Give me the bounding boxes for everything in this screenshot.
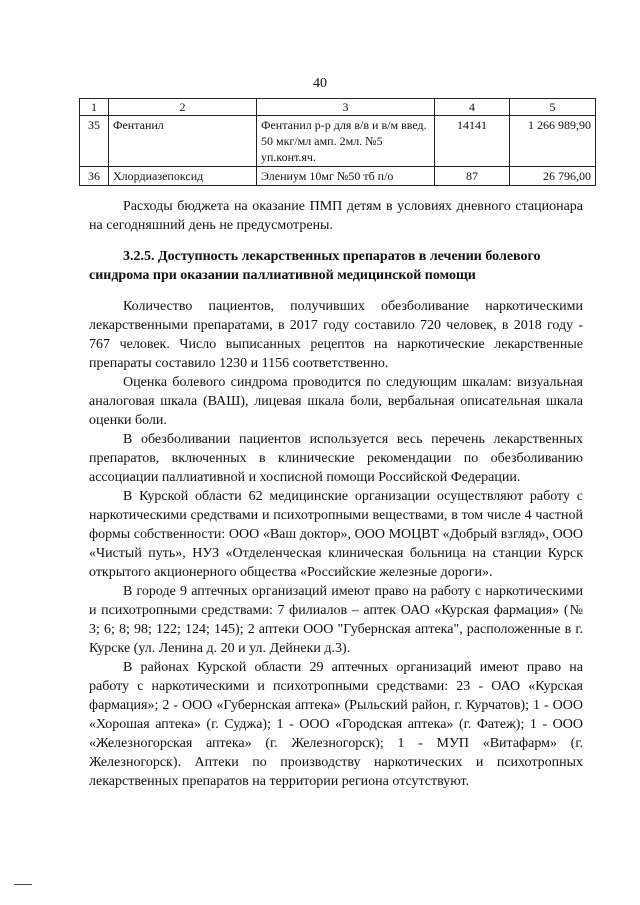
- paragraph-district-pharmacies: В районах Курской области 29 аптечных организаций имеют право на работу с наркотическими и психотропными средствами: 23 - ОАО «Курская фармация»; 2 - ООО «Губернская аптека» (Рыльский район, г. Курчатов); 1 - ООО «Хорошая аптека» (г. Суджа); 1 - ООО «Городская аптека» (г. Фатеж); 1 - ООО «Железногорская аптека» (г. Железногорск); 1 - МУП «Витафарм» (г. Железногорск). Аптеки по производству наркотических и психотропных лекарственных препаратов на территории региона отсутствуют.: [89, 660, 583, 789]
- header-cell: 5: [510, 99, 596, 116]
- header-cell: 2: [109, 99, 257, 116]
- body-text: [89, 297, 583, 791]
- header-cell: 1: [80, 99, 109, 116]
- budget-paragraph: Расходы бюджета на оказание ПМП детям в условиях дневного стационара на сегодняшний день не предусмотрены.: [89, 199, 583, 233]
- page-number: 40: [313, 76, 327, 91]
- paragraph-pain-scales: Оценка болевого синдрома проводится по следующим шкалам: визуальная аналоговая шкала (ВАШ), лицевая шкала боли, вербальная описательная шкала оценки боли.: [89, 375, 583, 428]
- drug-sum: 1 266 989,90: [510, 116, 596, 167]
- paragraph-city-pharmacies: В городе 9 аптечных организаций имеют право на работу с наркотическими и психотропными средствами: 7 филиалов – аптек ОАО «Курская фармация» (№ 3; 6; 8; 98; 122; 124; 145); 2 аптеки ООО "Губернская аптека", расположенные в г. Курске (ул. Ленина д. 20 и ул. Дейнеки д.3).: [89, 584, 583, 656]
- drug-form: Фентанил р-р для в/в и в/м введ. 50 мкг/мл амп. 2мл. №5 уп.конт.яч.: [257, 116, 435, 167]
- budget-paragraph-block: [89, 197, 583, 235]
- drug-form: Элениум 10мг №50 тб п/о: [257, 167, 435, 186]
- paragraph-drug-list: В обезболивании пациентов используется весь перечень лекарственных препаратов, включенных в клинические рекомендации по обезболиванию ассоциации паллиативной и хосписной помощи Российской Федерации.: [89, 432, 583, 485]
- drug-sum: 26 796,00: [510, 167, 596, 186]
- paragraph-patients: Количество пациентов, получивших обезболивание наркотическими лекарственными препаратами, в 2017 году составило 720 человек, в 2018 году - 767 человек. Число выписанных рецептов на наркотические лекарственные препараты составило 1230 и 1156 соответственно.: [89, 299, 583, 371]
- paragraph-medical-orgs: В Курской области 62 медицинские организации осуществляют работу с наркотическими средствами и психотропными веществами, в том числе 4 частной формы собственности: ООО «Ваш доктор», ООО МОЦВТ «Добрый взгляд», ООО «Чистый путь», НУЗ «Отделенческая клиническая больница на станции Курск открытого акционерного общества «Российские железные дороги».: [89, 489, 583, 580]
- table-row: [80, 167, 596, 186]
- drug-name: Хлордиазепоксид: [109, 167, 257, 186]
- row-number: 36: [80, 167, 109, 186]
- drug-name: Фентанил: [109, 116, 257, 167]
- footer-divider: [14, 884, 32, 885]
- drug-quantity: 14141: [435, 116, 510, 167]
- header-cell: 4: [435, 99, 510, 116]
- row-number: 35: [80, 116, 109, 167]
- drug-table: [79, 98, 596, 186]
- drug-quantity: 87: [435, 167, 510, 186]
- header-cell: 3: [257, 99, 435, 116]
- section-heading: 3.2.5. Доступность лекарственных препаратов в лечении болевого синдрома при оказании паллиативной медицинской помощи: [89, 249, 541, 283]
- table-row: [80, 116, 596, 167]
- table-header-row: [80, 99, 596, 116]
